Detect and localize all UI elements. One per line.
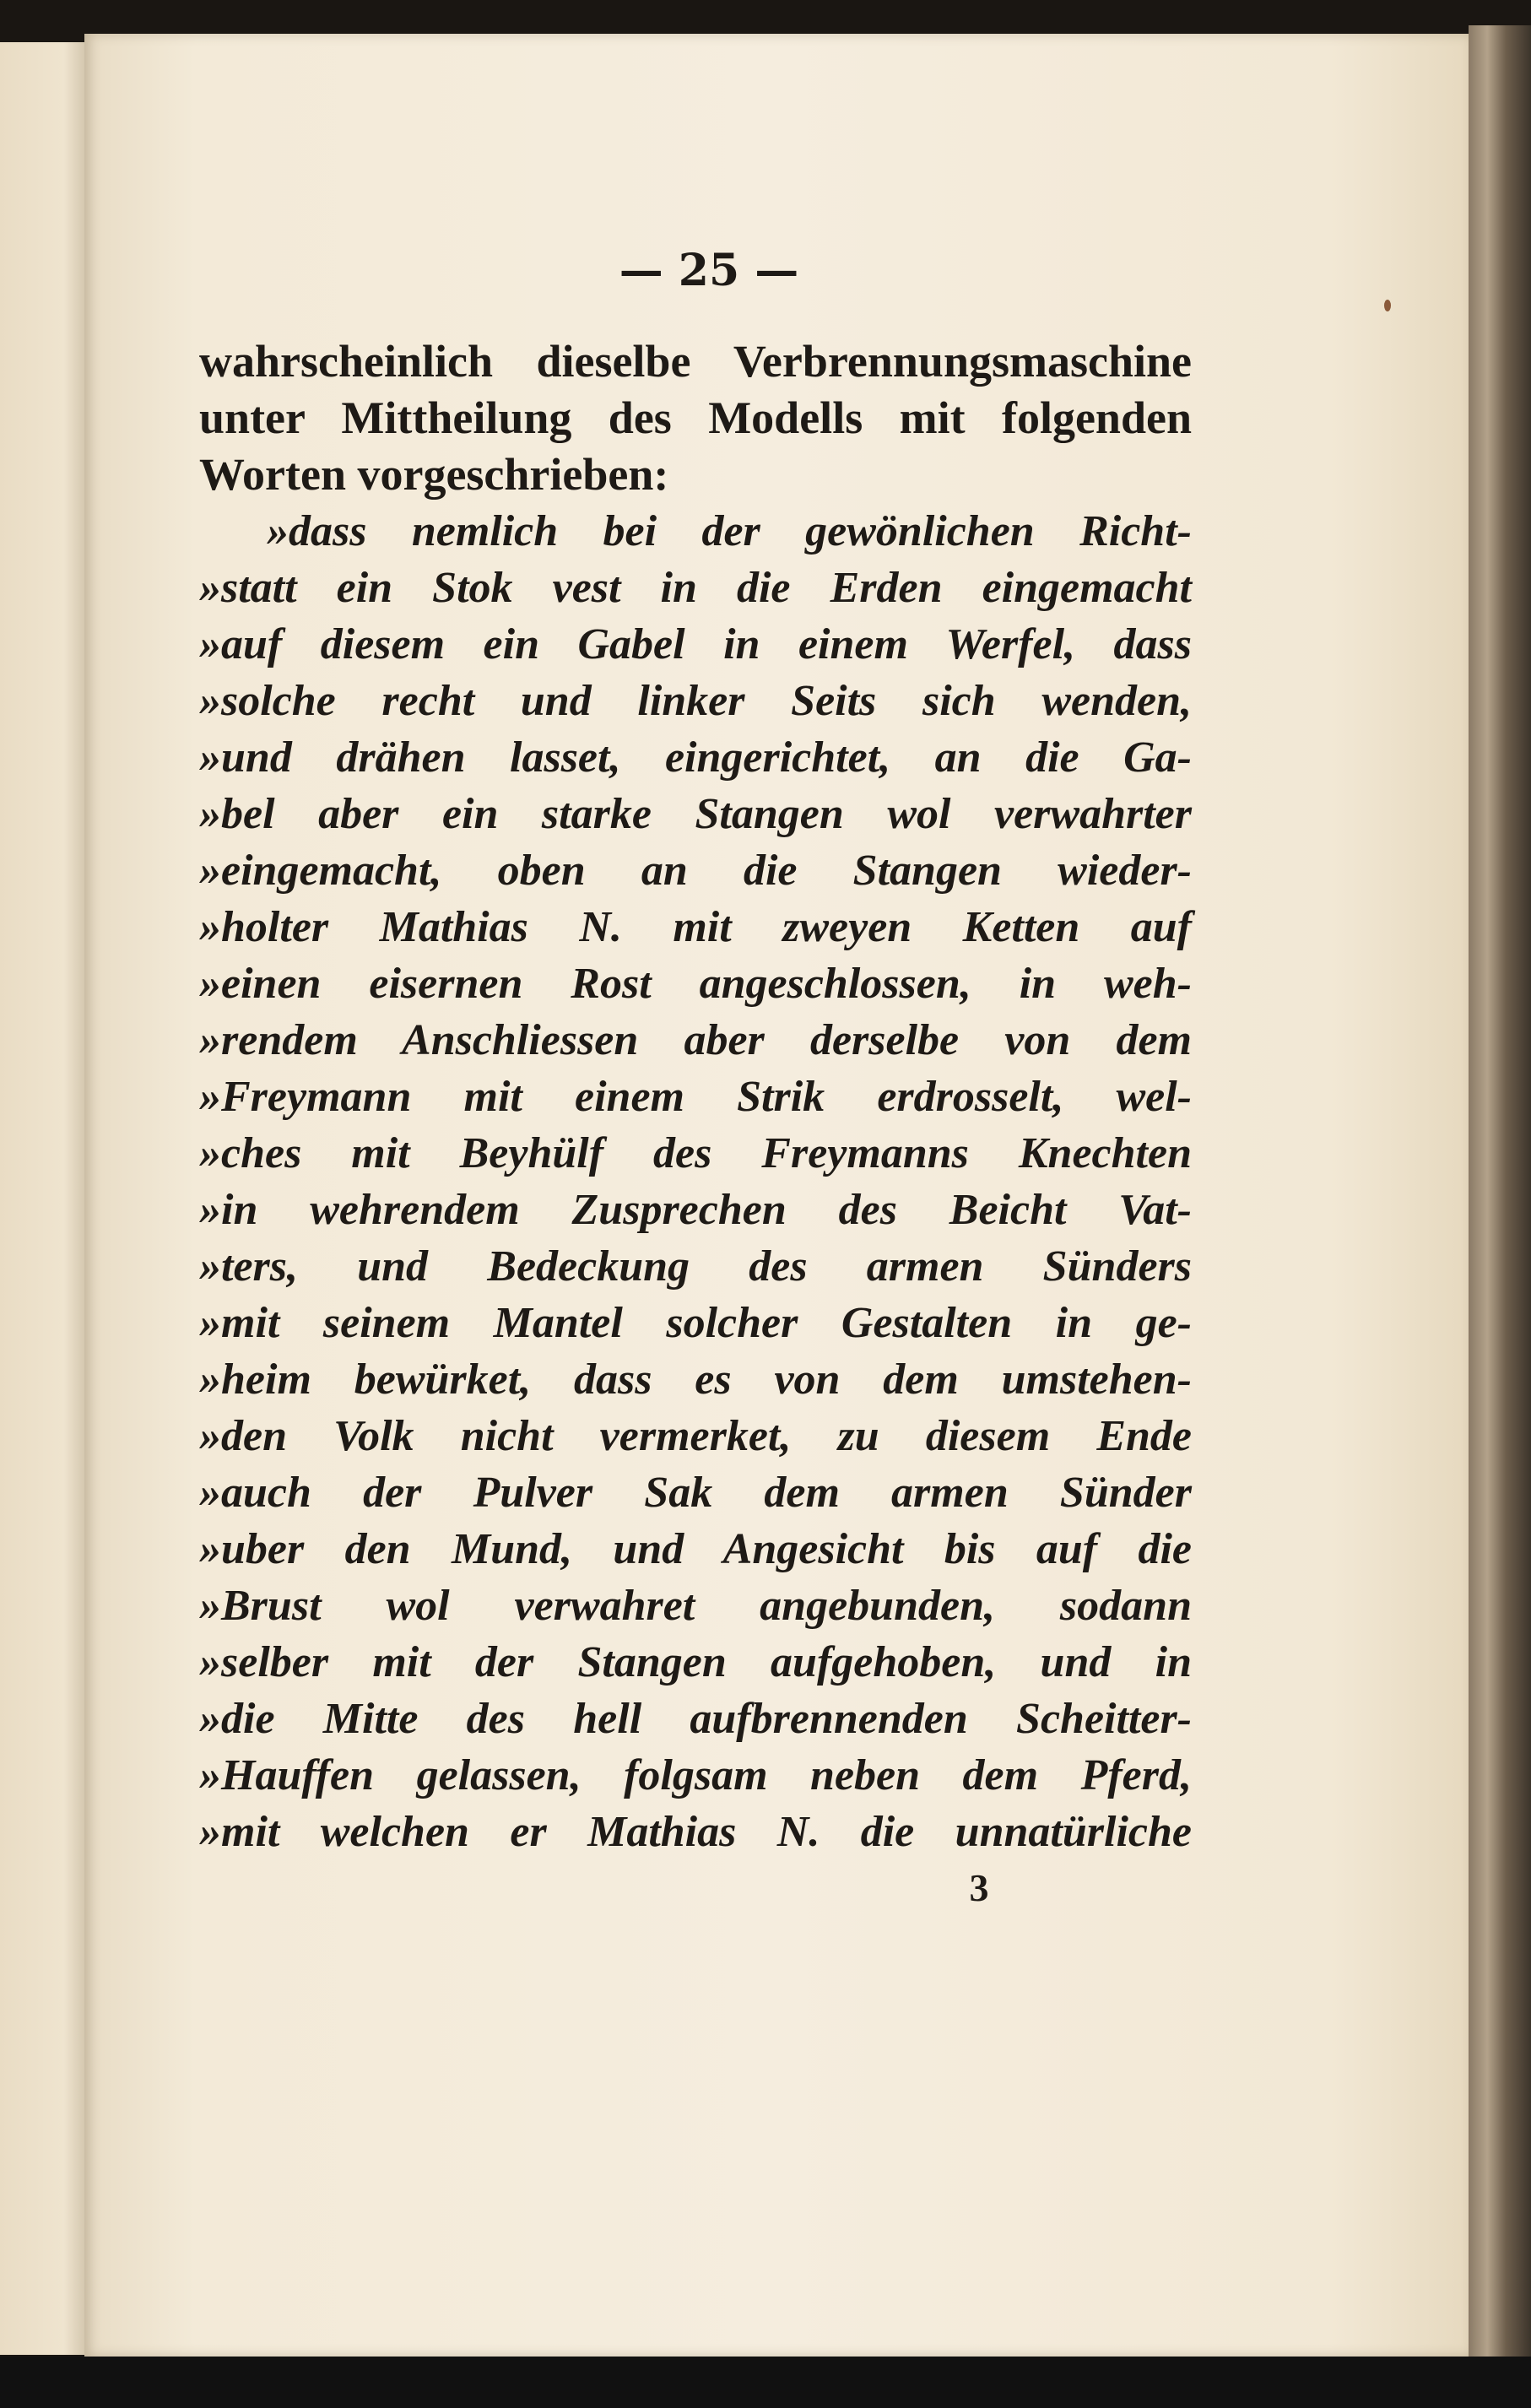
text-line: »in wehrendem Zusprechen des Beicht Vat- [199, 1186, 1192, 1234]
text-line: »Brust wol verwahret angebunden, sodann [199, 1582, 1192, 1630]
text-line: »statt ein Stok vest in die Erden eingemacht [199, 564, 1192, 612]
text-line: »ches mit Beyhülf des Freymanns Knechten [199, 1129, 1192, 1177]
text-line: »die Mitte des hell aufbrennenden Scheitter- [199, 1695, 1192, 1743]
text-line: »Freymann mit einem Strik erdrosselt, wel- [199, 1073, 1192, 1121]
text-line: »und drähen lasset, eingerichtet, an die Ga- [199, 733, 1192, 782]
body-text [199, 333, 1192, 1860]
text-line: »auf diesem ein Gabel in einem Werfel, dass [199, 620, 1192, 668]
text-line: »auch der Pulver Sak dem armen Sünder [199, 1469, 1192, 1517]
text-line: »mit welchen er Mathias N. die unnatürliche [199, 1808, 1192, 1856]
text-line: »heim bewürket, dass es von dem umstehen- [199, 1356, 1192, 1404]
text-line: »dass nemlich bei der gewönlichen Richt- [267, 507, 1192, 555]
text-line: »selber mit der Stangen aufgehoben, und in [199, 1638, 1192, 1686]
scan-background [0, 2357, 1531, 2408]
text-line: »eingemacht, oben an die Stangen wieder- [199, 847, 1192, 895]
text-line: wahrscheinlich dieselbe Verbrennungsmaschine [199, 336, 1192, 387]
text-line: Worten vorgeschrieben: [199, 449, 669, 500]
text-line: »ters, und Bedeckung des armen Sünders [199, 1242, 1192, 1291]
text-line: »holter Mathias N. mit zweyen Ketten auf [199, 903, 1192, 951]
signature-mark: 3 [969, 1866, 989, 1909]
text-line: »Hauffen gelassen, folgsam neben dem Pferd, [199, 1751, 1192, 1799]
text-line: »solche recht und linker Seits sich wenden, [199, 677, 1192, 725]
page-block-edge [1469, 25, 1531, 2363]
text-line: »bel aber ein starke Stangen wol verwahrter [199, 790, 1192, 838]
text-line: »mit seinem Mantel solcher Gestalten in ge- [199, 1299, 1192, 1347]
facing-page-edge [0, 42, 91, 2355]
page-number: — 25 — [619, 245, 799, 296]
text-line: »uber den Mund, und Angesicht bis auf die [199, 1525, 1192, 1573]
paper-speck [1384, 300, 1391, 311]
text-line: »rendem Anschliessen aber derselbe von dem [199, 1016, 1192, 1064]
text-line: »einen eisernen Rost angeschlossen, in weh- [199, 960, 1192, 1008]
text-line: »den Volk nicht vermerket, zu diesem Ende [199, 1412, 1192, 1460]
text-line: unter Mittheilung des Modells mit folgenden [199, 392, 1192, 443]
